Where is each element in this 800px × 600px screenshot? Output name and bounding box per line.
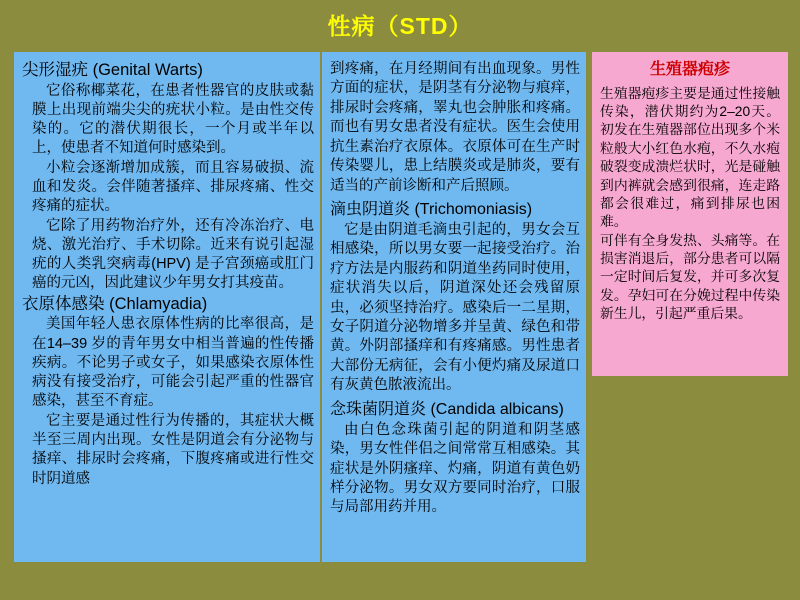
section-heading-genital-herpes: 生殖器疱疹 — [649, 61, 730, 78]
section-heading-chlamydia: 衣原体感染 (Chlamyadia) — [22, 294, 208, 313]
left-content-panel — [14, 52, 320, 562]
paragraph-continuation: 到疼痛，在月经期间有出血现象。男性方面的症状，是阴茎有分泌物与痕痒，排尿时会疼痛，睪丸也会肿胀和疼痛。而也有男女患者没有症状。医生会使用抗生素治疗衣原体。衣原体可在生产时传染婴儿，患上结膜炎或是肺炎，要有适当的产前诊断和产后照顾。 — [330, 61, 580, 194]
middle-content-panel — [322, 52, 586, 562]
section-heading-candida: 念珠菌阴道炎 (Candida albicans) — [330, 400, 564, 418]
page-title: 性病（STD） — [327, 13, 473, 39]
paragraph: 生殖器疱疹主要是通过性接触传染，潜伏期约为2–20天。初发在生殖器部位出现多个米粒般大小红色水疱，不久水疱破裂变成溃烂状时，光是碰触到内裤就会感到很痛，连走路都会很难过，痛到排尿也困难。 — [600, 85, 780, 230]
paragraph: 它除了用药物治疗外，还有冷冻治疗、电烧、激光治疗、手术切除。近来有说引起湿疣的人类乳突病毒(HPV) 是子宫颈癌或肛门癌的元凶，因此建议少年男女打其疫苗。 — [32, 217, 314, 292]
paragraph: 它俗称椰菜花，在患者性器官的皮肤或黏膜上出现前端尖尖的疣状小粒。是由性交传染的。它的潜伏期很长，一个月或半年以上，使患者不知道何时感染到。 — [32, 82, 314, 157]
section-heading-trichomoniasis: 滴虫阴道炎 (Trichomoniasis) — [330, 200, 533, 218]
paragraph: 它主要是通过性行为传播的，其症状大概半至三周内出现。女性是阴道会有分泌物与搔痒、排尿时会疼痛，下腹疼痛或进行性交时阴道感 — [32, 412, 314, 487]
paragraph: 小粒会逐渐增加成簇，而且容易破损、流血和发炎。会伴随著搔痒、排尿疼痛、性交疼痛的症状。 — [32, 159, 314, 215]
section-body-chlamydia — [22, 315, 314, 489]
paragraph: 由白色念珠菌引起的阴道和阴茎感染，男女性伴侣之间常常互相感染。其症状是外阴瘙痒、灼痛，阴道有黄色奶样分泌物。男女双方要同时治疗，口服与局部用药并用。 — [330, 421, 580, 516]
section-heading-genital-warts: 尖形湿疣 (Genital Warts) — [22, 61, 203, 79]
paragraph: 它是由阴道毛滴虫引起的，男女会互相感染，所以男女要一起接受治疗。治疗方法是内服药和阴道坐药同时使用，症状消失以后，阴道深处还会残留原虫，必须坚持治疗。感染后一二星期，女子阴道分泌物增多并呈黄、绿色和带黄。外阴部搔痒和有疼痛感。男性患者大部份无病征，会有小便灼痛及尿道口有灰黄色脓液流出。 — [330, 221, 580, 394]
right-content-panel — [592, 52, 788, 376]
paragraph: 可伴有全身发热、头痛等。在损害消退后，部分患者可以隔一定时间后复发，并可多次复发。孕妇可在分娩过程中传染新生儿，引起严重后果。 — [600, 232, 780, 321]
paragraph: 美国年轻人患衣原体性病的比率很高，是在14–39 岁的青年男女中相当普遍的性传播疾病。不论男子或女子，如果感染衣原体性病没有接受治疗，可能会引起严重的性器官感染，甚至不育症。 — [32, 316, 314, 410]
section-body-genital-warts — [22, 82, 314, 294]
